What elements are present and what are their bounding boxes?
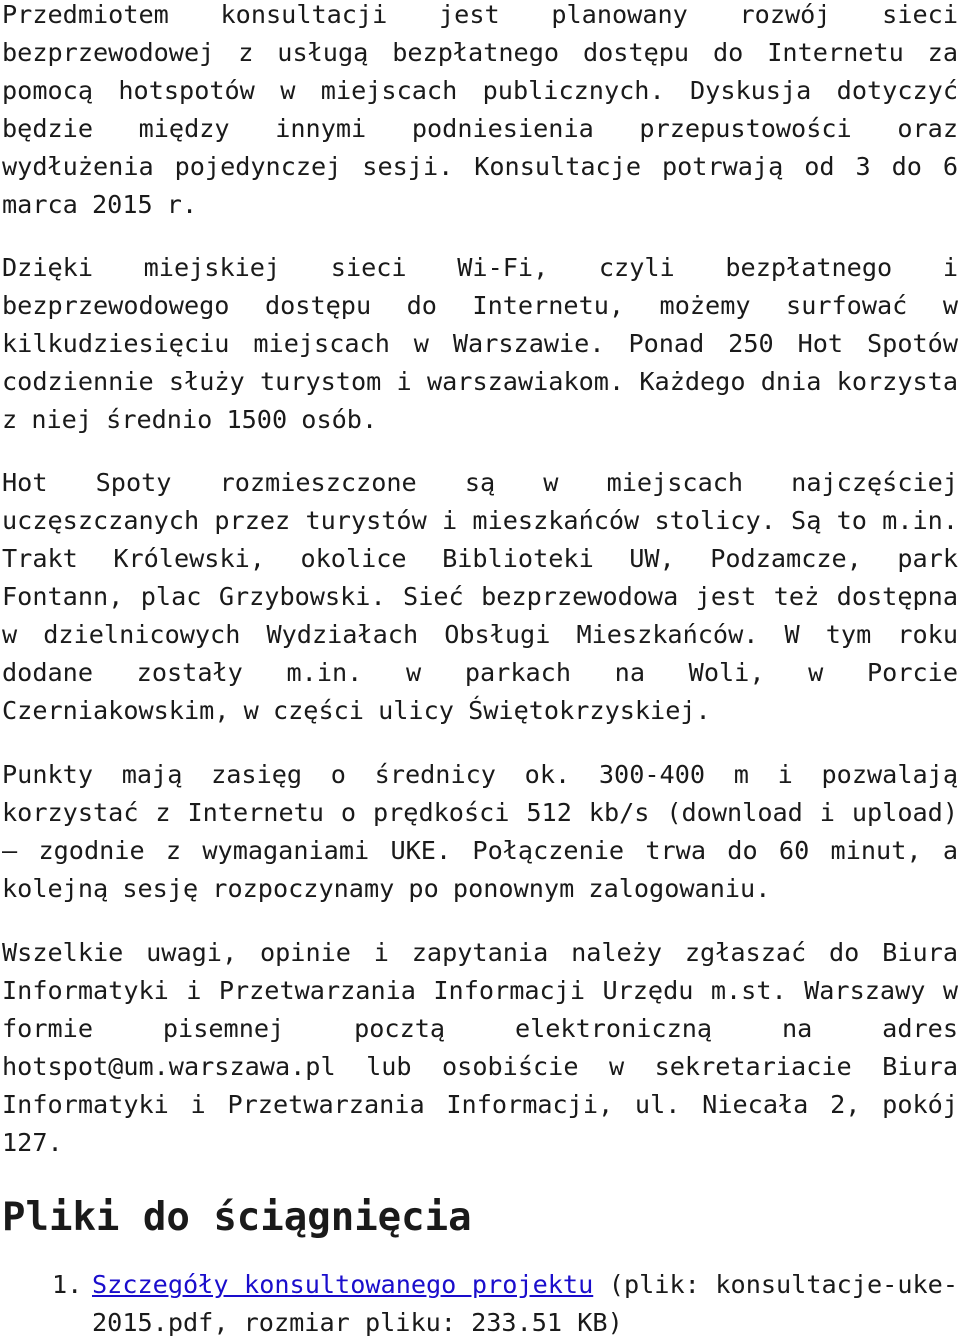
paragraph-contact-info: Wszelkie uwagi, opinie i zapytania należy zgłaszać do Biura Informatyki i Przetwarzania Informacji Urzędu m.st. Warszawy w formie pisemnej pocztą elektroniczną na adres hotspot@um.warszawa.pl lub osobiście w sekretariacie Biura Informatyki i Przetwarzania Informacji, ul. Niecała 2, pokój 127. <box>2 938 958 1157</box>
list-item <box>2 1266 958 1342</box>
project-details-link[interactable]: Szczegóły konsultowanego projektu <box>92 1270 594 1299</box>
list-item-number: 1. <box>52 1270 83 1299</box>
paragraph-range-speed: Punkty mają zasięg o średnicy ok. 300-400 m i pozwalają korzystać z Internetu o prędkości 512 kb/s (download i upload) – zgodnie z wymaganiami UKE. Połączenie trwa do 60 minut, a kolejną sesję rozpoczynamy po ponownym zalogowaniu. <box>2 760 958 903</box>
file-details: (plik: konsultacje-uke-2015.pdf, rozmiar pliku: 233.51 KB) <box>92 1270 958 1337</box>
paragraph-hotspot-locations: Hot Spoty rozmieszczone są w miejscach najczęściej uczęszczanych przez turystów i mieszkańców stolicy. Są to m.in. Trakt Królewski, okolice Biblioteki UW, Podzamcze, park Fontann, plac Grzybowski. Sieć bezprzewodowa jest też dostępna w dzielnicowych Wydziałach Obsługi Mieszkańców. W tym roku dodane zostały m.in. w parkach na Woli, w Porcie Czerniakowskim, w części ulicy Świętokrzyskiej. <box>2 468 958 725</box>
paragraph-consultation-intro: Przedmiotem konsultacji jest planowany rozwój sieci bezprzewodowej z usługą bezpłatnego dostępu do Internetu za pomocą hotspotów w miejscach publicznych. Dyskusja dotyczyć będzie między innymi podniesienia przepustowości oraz wydłużenia pojedynczej sesji. Konsultacje potrwają od 3 do 6 marca 2015 r. <box>2 0 958 219</box>
paragraph-wifi-network: Dzięki miejskiej sieci Wi-Fi, czyli bezpłatnego i bezprzewodowego dostępu do Internetu, możemy surfować w kilkudziesięciu miejscach w Warszawie. Ponad 250 Hot Spotów codziennie służy turystom i warszawiakom. Każdego dnia korzysta z niej średnio 1500 osób. <box>2 253 958 434</box>
downloads-list <box>2 1266 958 1342</box>
downloads-heading: Pliki do ściągnięcia <box>2 1195 472 1240</box>
